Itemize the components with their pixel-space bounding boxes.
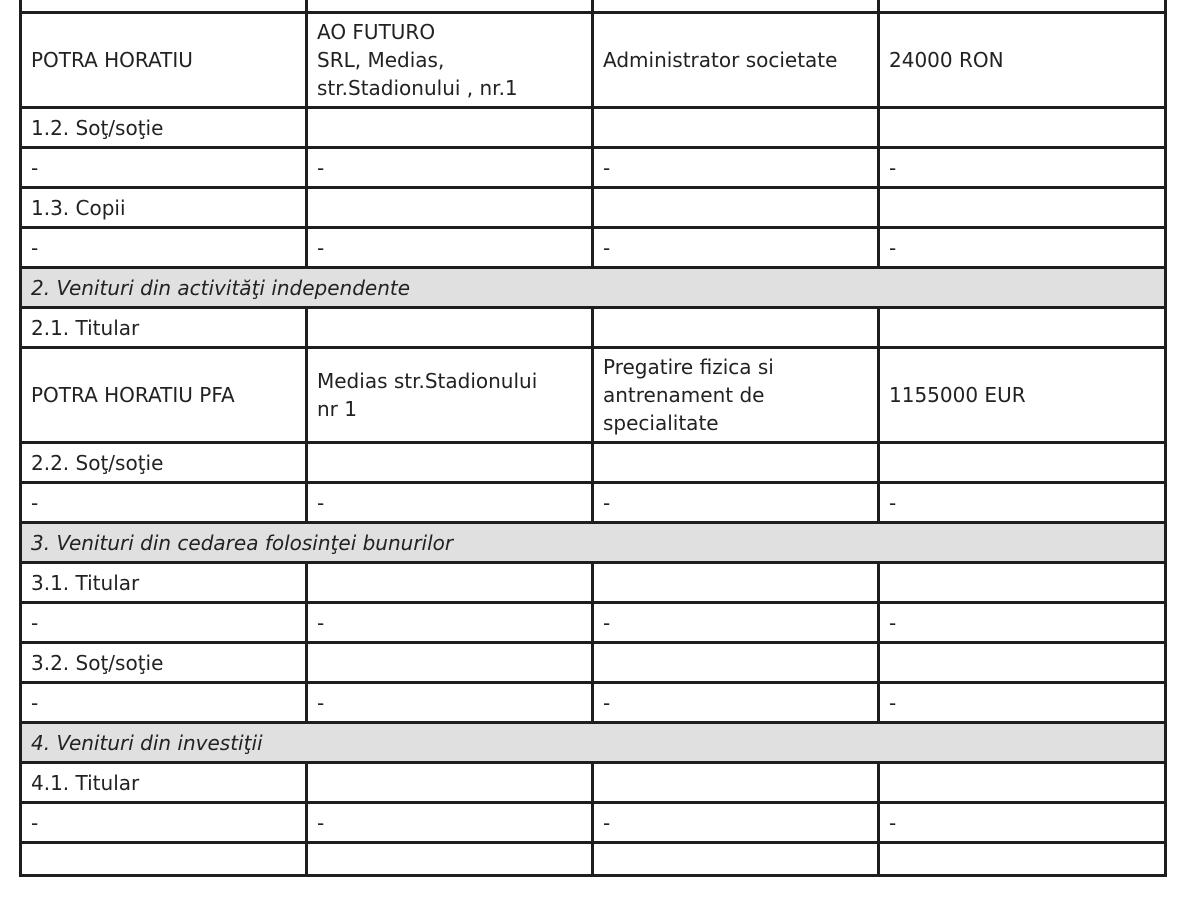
income-amount-cell [879, 188, 1166, 228]
table-row [21, 108, 1166, 148]
service-cell: - [593, 803, 879, 843]
table-row [21, 683, 1166, 723]
person-cell: POTRA HORATIU PFA [21, 348, 307, 443]
service-cell [593, 188, 879, 228]
income-amount-cell: 1155000 EUR [879, 348, 1166, 443]
person-cell: 2.2. Soţ/soţie [21, 443, 307, 483]
table-body [21, 0, 1166, 876]
source-address-cell [307, 563, 593, 603]
service-cell [593, 563, 879, 603]
source-address-cell [307, 0, 593, 13]
source-address-cell [307, 643, 593, 683]
service-cell: - [593, 603, 879, 643]
table-row [21, 563, 1166, 603]
income-amount-cell: - [879, 228, 1166, 268]
person-cell: - [21, 803, 307, 843]
source-address-cell: - [307, 148, 593, 188]
source-address-cell: - [307, 228, 593, 268]
source-address-cell: - [307, 803, 593, 843]
person-cell: 1.3. Copii [21, 188, 307, 228]
income-amount-cell: - [879, 483, 1166, 523]
table-row [21, 13, 1166, 108]
person-cell [21, 0, 307, 13]
source-address-cell [307, 763, 593, 803]
service-cell [593, 0, 879, 13]
service-cell [593, 108, 879, 148]
person-cell: POTRA HORATIU [21, 13, 307, 108]
table-row [21, 483, 1166, 523]
service-cell [593, 763, 879, 803]
person-cell: 1.2. Soţ/soţie [21, 108, 307, 148]
income-amount-cell [879, 0, 1166, 13]
source-address-cell: AO FUTURO SRL, Medias, str.Stadionului , nr.1 [307, 13, 593, 108]
section-header-row [21, 268, 1166, 308]
table-row [21, 843, 1166, 876]
source-address-cell: - [307, 603, 593, 643]
income-amount-cell [879, 763, 1166, 803]
service-cell [593, 843, 879, 876]
income-amount-cell [879, 308, 1166, 348]
income-amount-cell [879, 443, 1166, 483]
income-amount-cell: - [879, 603, 1166, 643]
income-declaration-table [19, 0, 1167, 877]
person-cell: 3.2. Soţ/soţie [21, 643, 307, 683]
section-header-row [21, 723, 1166, 763]
person-cell: 4.1. Titular [21, 763, 307, 803]
income-amount-cell: 24000 RON [879, 13, 1166, 108]
service-cell: Pregatire fizica si antrenament de specialitate [593, 348, 879, 443]
table-row [21, 0, 1166, 13]
table-row [21, 148, 1166, 188]
service-cell [593, 643, 879, 683]
person-cell: 2.1. Titular [21, 308, 307, 348]
section-title: 3. Venituri din cedarea folosinţei bunurilor [21, 523, 1166, 563]
income-amount-cell: - [879, 683, 1166, 723]
income-amount-cell [879, 643, 1166, 683]
source-address-cell [307, 308, 593, 348]
source-address-cell [307, 443, 593, 483]
source-address-cell [307, 843, 593, 876]
income-amount-cell [879, 563, 1166, 603]
table-row [21, 228, 1166, 268]
table-row [21, 763, 1166, 803]
person-cell: 3.1. Titular [21, 563, 307, 603]
person-cell [21, 843, 307, 876]
table-row [21, 803, 1166, 843]
section-title: 4. Venituri din investiţii [21, 723, 1166, 763]
income-amount-cell: - [879, 803, 1166, 843]
table-row [21, 643, 1166, 683]
person-cell: - [21, 148, 307, 188]
person-cell: - [21, 603, 307, 643]
person-cell: - [21, 483, 307, 523]
service-cell: - [593, 683, 879, 723]
table-row [21, 603, 1166, 643]
table-row [21, 443, 1166, 483]
service-cell [593, 308, 879, 348]
service-cell: - [593, 148, 879, 188]
section-title: 2. Venituri din activităţi independente [21, 268, 1166, 308]
person-cell: - [21, 683, 307, 723]
section-header-row [21, 523, 1166, 563]
table-row [21, 188, 1166, 228]
source-address-cell [307, 108, 593, 148]
source-address-cell [307, 188, 593, 228]
service-cell: Administrator societate [593, 13, 879, 108]
table-row [21, 308, 1166, 348]
service-cell [593, 443, 879, 483]
source-address-cell: - [307, 683, 593, 723]
income-amount-cell: - [879, 148, 1166, 188]
service-cell: - [593, 228, 879, 268]
income-amount-cell [879, 843, 1166, 876]
person-cell: - [21, 228, 307, 268]
income-amount-cell [879, 108, 1166, 148]
source-address-cell: - [307, 483, 593, 523]
service-cell: - [593, 483, 879, 523]
source-address-cell: Medias str.Stadionului nr 1 [307, 348, 593, 443]
table-row [21, 348, 1166, 443]
